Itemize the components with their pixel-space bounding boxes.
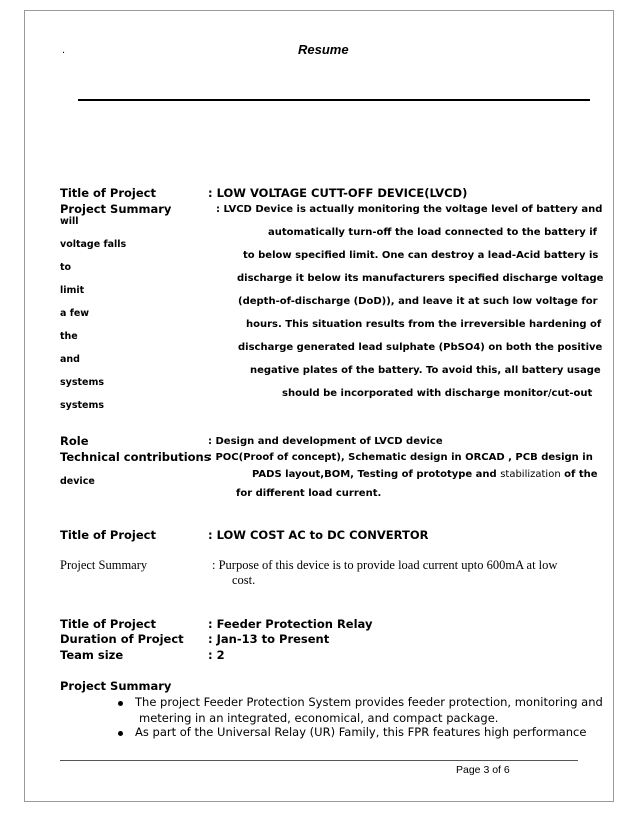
project2-title-label: Title of Project (60, 528, 156, 542)
role-value: : Design and development of LVCD device (208, 436, 443, 447)
project1-title-value: : LOW VOLTAGE CUTT-OFF DEVICE(LVCD) (208, 186, 468, 200)
page-number: Page 3 of 6 (456, 764, 510, 776)
tech-fragment: device (60, 476, 95, 487)
role-label: Role (60, 434, 89, 448)
project1-title-label: Title of Project (60, 186, 156, 200)
bullet-2-line-1: As part of the Universal Relay (UR) Family, this FPR features high performance (135, 725, 587, 739)
project2-title-value: : LOW COST AC to DC CONVERTOR (208, 528, 429, 542)
tech-line-2 (252, 464, 598, 482)
tech-line-2-bold: PADS layout,BOM, Testing of prototype and (252, 469, 501, 480)
bullet-1-line-2: metering in an integrated, economical, and compact package. (139, 711, 499, 725)
header-divider (78, 99, 590, 101)
page-header-title: Resume (298, 42, 349, 57)
project2-summary-label: Project Summary (60, 558, 148, 572)
project3-summary-heading: Project Summary (60, 679, 172, 693)
summary-line-3: to below specified limit. One can destroy a lead-Acid battery is (243, 250, 599, 261)
summary-line-8: negative plates of the battery. To avoid this, all battery usage (250, 365, 601, 376)
tech-label: Technical contributions (60, 450, 211, 464)
tech-line-1: : POC(Proof of concept), Schematic design in ORCAD , PCB design in (208, 452, 593, 463)
bullet-icon (118, 731, 123, 736)
tech-line-3: for different load current. (236, 488, 382, 499)
project1-summary-label: Project Summary (60, 202, 172, 216)
tech-line-2-end: of the (560, 469, 598, 480)
duration-value: : Jan-13 to Present (208, 632, 330, 646)
fragment-5: a few (60, 308, 90, 319)
summary-line-9: should be incorporated with discharge monitor/cut-out (282, 388, 593, 399)
bullet-1-line-1: The project Feeder Protection System provides feeder protection, monitoring and (135, 695, 603, 709)
summary-line-1: : LVCD Device is actually monitoring the voltage level of battery and (216, 204, 603, 215)
fragment-3: to (60, 262, 72, 273)
fragment-9: systems (60, 400, 105, 411)
fragment-6: the (60, 331, 78, 342)
team-size-label: Team size (60, 648, 124, 662)
summary-line-6: hours. This situation results from the irreversible hardening of (246, 319, 602, 330)
project2-summary-line-2: cost. (232, 573, 256, 587)
team-size-value: : 2 (208, 648, 225, 662)
summary-line-7: discharge generated lead sulphate (PbSO4) on both the positive (238, 342, 603, 353)
fragment-4: limit (60, 285, 85, 296)
summary-line-2: automatically turn-off the load connected to the battery if (268, 227, 598, 238)
summary-line-4: discharge it below its manufacturers specified discharge voltage (237, 273, 604, 284)
footer-divider (60, 760, 578, 761)
bullet-icon (118, 701, 123, 706)
project3-title-value: : Feeder Protection Relay (208, 617, 373, 631)
duration-label: Duration of Project (60, 632, 184, 646)
fragment-8: systems (60, 377, 105, 388)
fragment-7: and (60, 354, 80, 365)
project3-title-label: Title of Project (60, 617, 156, 631)
summary-line-5: (depth-of-discharge (DoD)), and leave it at such low voltage for (238, 296, 598, 307)
project2-summary-line-1: : Purpose of this device is to provide load current upto 600mA at low (212, 558, 558, 572)
fragment-2: voltage falls (60, 239, 127, 250)
fragment-1: will (60, 216, 79, 227)
header-dot: . (62, 44, 66, 56)
tech-line-2-plain: stabilization (500, 469, 561, 480)
